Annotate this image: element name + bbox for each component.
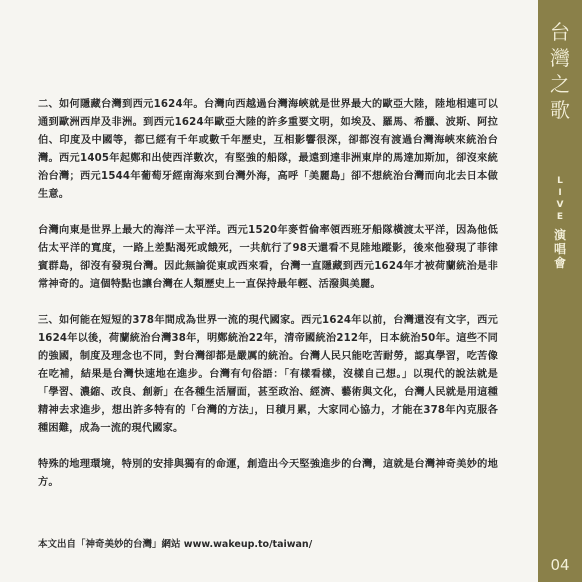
sidebar-subtitle-letter: L xyxy=(557,176,563,186)
sidebar-subtitle-char: 演 xyxy=(553,228,566,242)
paragraph-pacific: 台灣向東是世界上最大的海洋－太平洋。西元1520年麥哲倫率領西班牙船隊橫渡太平洋，因為他低估太平洋的寬度，一路上差點渴死或餓死，一共航行了98天還看不見陸地蹤影，後來他發現了菲律賓群島，卻沒有發現台灣。因此無論從東或西來看，台灣一直隱藏到西元1624年才被荷蘭統治是非常神奇的。這個特點也讓台灣在人類歷史上一直保持最年輕、活潑與美麗。 xyxy=(38,225,498,290)
source-citation: 本文出自「神奇美妙的台灣」網站 www.wakeup.to/taiwan/ xyxy=(38,539,313,550)
paragraph-section-two: 二、如何隱藏台灣到西元1624年。台灣向西越過台灣海峽就是世界最大的歐亞大陸，陸地相連可以通到歐洲西岸及非洲。到西元1624年歐亞大陸的許多重要文明，如埃及、羅馬、希臘、波斯、阿拉伯、印度及中國等，都已經有千年或數千年歷史，互相影響很深，卻都沒有渡過台灣海峽來統治台灣。西元1405年起鄭和出使西洋數次，有堅強的船隊，最遠到達非洲東岸的馬達加斯加，卻沒來統治台灣；西元1544年葡萄牙經南海來到台灣外海，高呼「美麗島」卻不想統治台灣而向北去日本做生意。 xyxy=(38,99,498,200)
paragraph-conclusion: 特殊的地理環境，特別的安排與獨有的命運，創造出今天堅強進步的台灣，這就是台灣神奇美妙的地方。 xyxy=(38,459,498,488)
page-number: 04 xyxy=(550,556,570,574)
sidebar-subtitle-char: 唱 xyxy=(553,242,566,256)
sidebar-band xyxy=(538,0,582,582)
sidebar-subtitle-letter: E xyxy=(556,212,564,222)
article-body xyxy=(38,96,498,510)
sidebar-title-char: 之 xyxy=(550,72,570,96)
sidebar-subtitle-char: 會 xyxy=(553,256,566,270)
sidebar-subtitle-letter: I xyxy=(558,188,562,198)
sidebar-title-char: 台 xyxy=(550,20,570,44)
sidebar-title-char: 歌 xyxy=(550,98,570,122)
sidebar-title-char: 灣 xyxy=(550,46,570,70)
paragraph-section-three: 三、如何能在短短的378年間成為世界一流的現代國家。西元1624年以前，台灣還沒有文字，西元1624年以後，荷蘭統治台灣38年，明鄭統治22年，清帝國統治212年，日本統治50年。這些不同的強國，制度及理念也不同，對台灣卻都是嚴厲的統治。台灣人民只能吃苦耐勞，認真學習，吃苦像在吃補，結果是台灣快速地在進步。台灣有句俗語：「有樣看樣，沒樣自己想。」以現代的說法就是「學習、濃縮、改良、創新」在各種生活層面，甚至政治、經濟、藝術與文化，台灣人民就是用這種精神去求進步，想出許多特有的「台灣的方法」，日積月累，大家同心協力，才能在378年內克服各種困難，成為一流的現代國家。 xyxy=(38,315,498,434)
sidebar-subtitle-letter: V xyxy=(556,200,564,210)
